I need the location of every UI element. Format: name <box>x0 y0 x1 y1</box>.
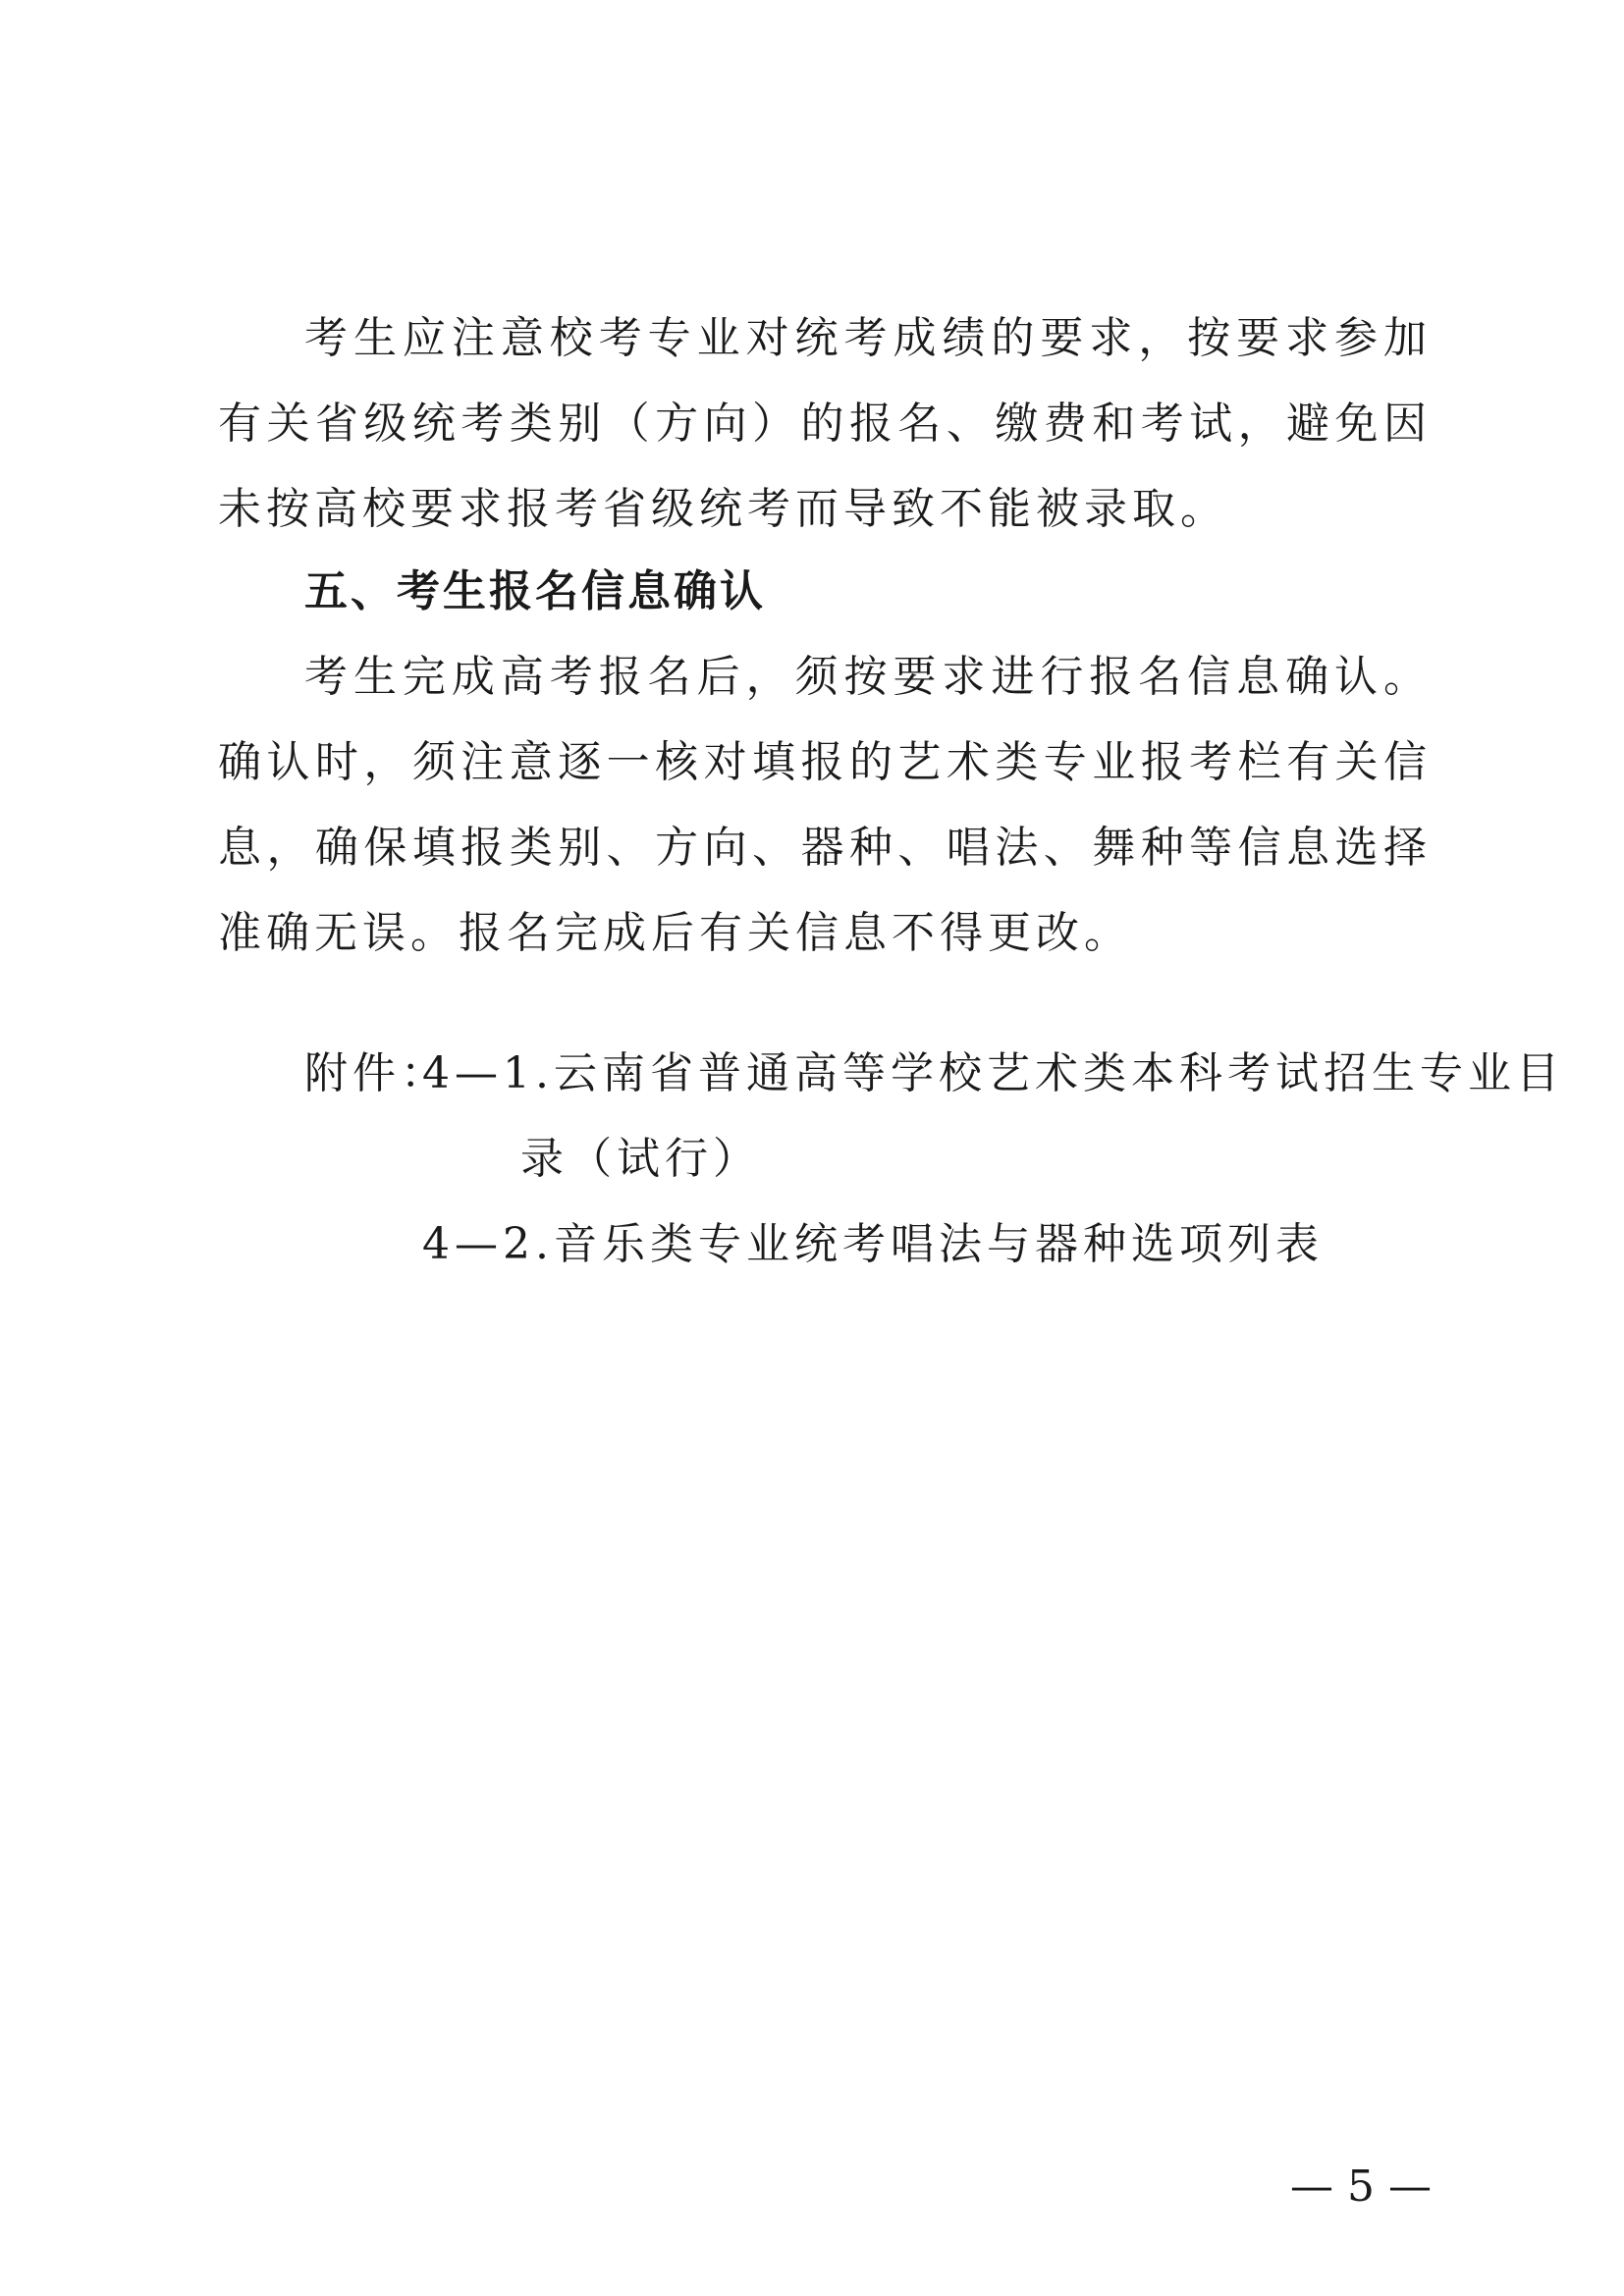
page-number: — 5 — <box>1290 2162 1432 2212</box>
attachment-item-2: 4—2.音乐类专业统考唱法与器种选项列表 <box>422 1219 1324 1269</box>
attachment-item-1: 4—1.云南省普通高等学校艺术类本科考试招生专业目 <box>422 1048 1564 1098</box>
paragraph-registration-confirmation: 考生完成高考报名后，须按要求进行报名信息确认。确认时，须注意逐一核对填报的艺术类专业报考栏有关信息，确保填报类别、方向、器种、唱法、舞种等信息选择准确无误。报名完成后有关信息不得更改。 <box>218 652 1432 958</box>
attachment-item-1-continuation: 录（试行） <box>520 1134 761 1184</box>
section-heading-registration-confirmation: 五、考生报名信息确认 <box>304 566 766 616</box>
attachments-label: 附件： <box>304 1048 449 1098</box>
paragraph-exam-requirements: 考生应注意校考专业对统考成绩的要求，按要求参加有关省级统考类别（方向）的报名、缴费和考试，避免因未按高校要求报考省级统考而导致不能被录取。 <box>218 313 1432 534</box>
